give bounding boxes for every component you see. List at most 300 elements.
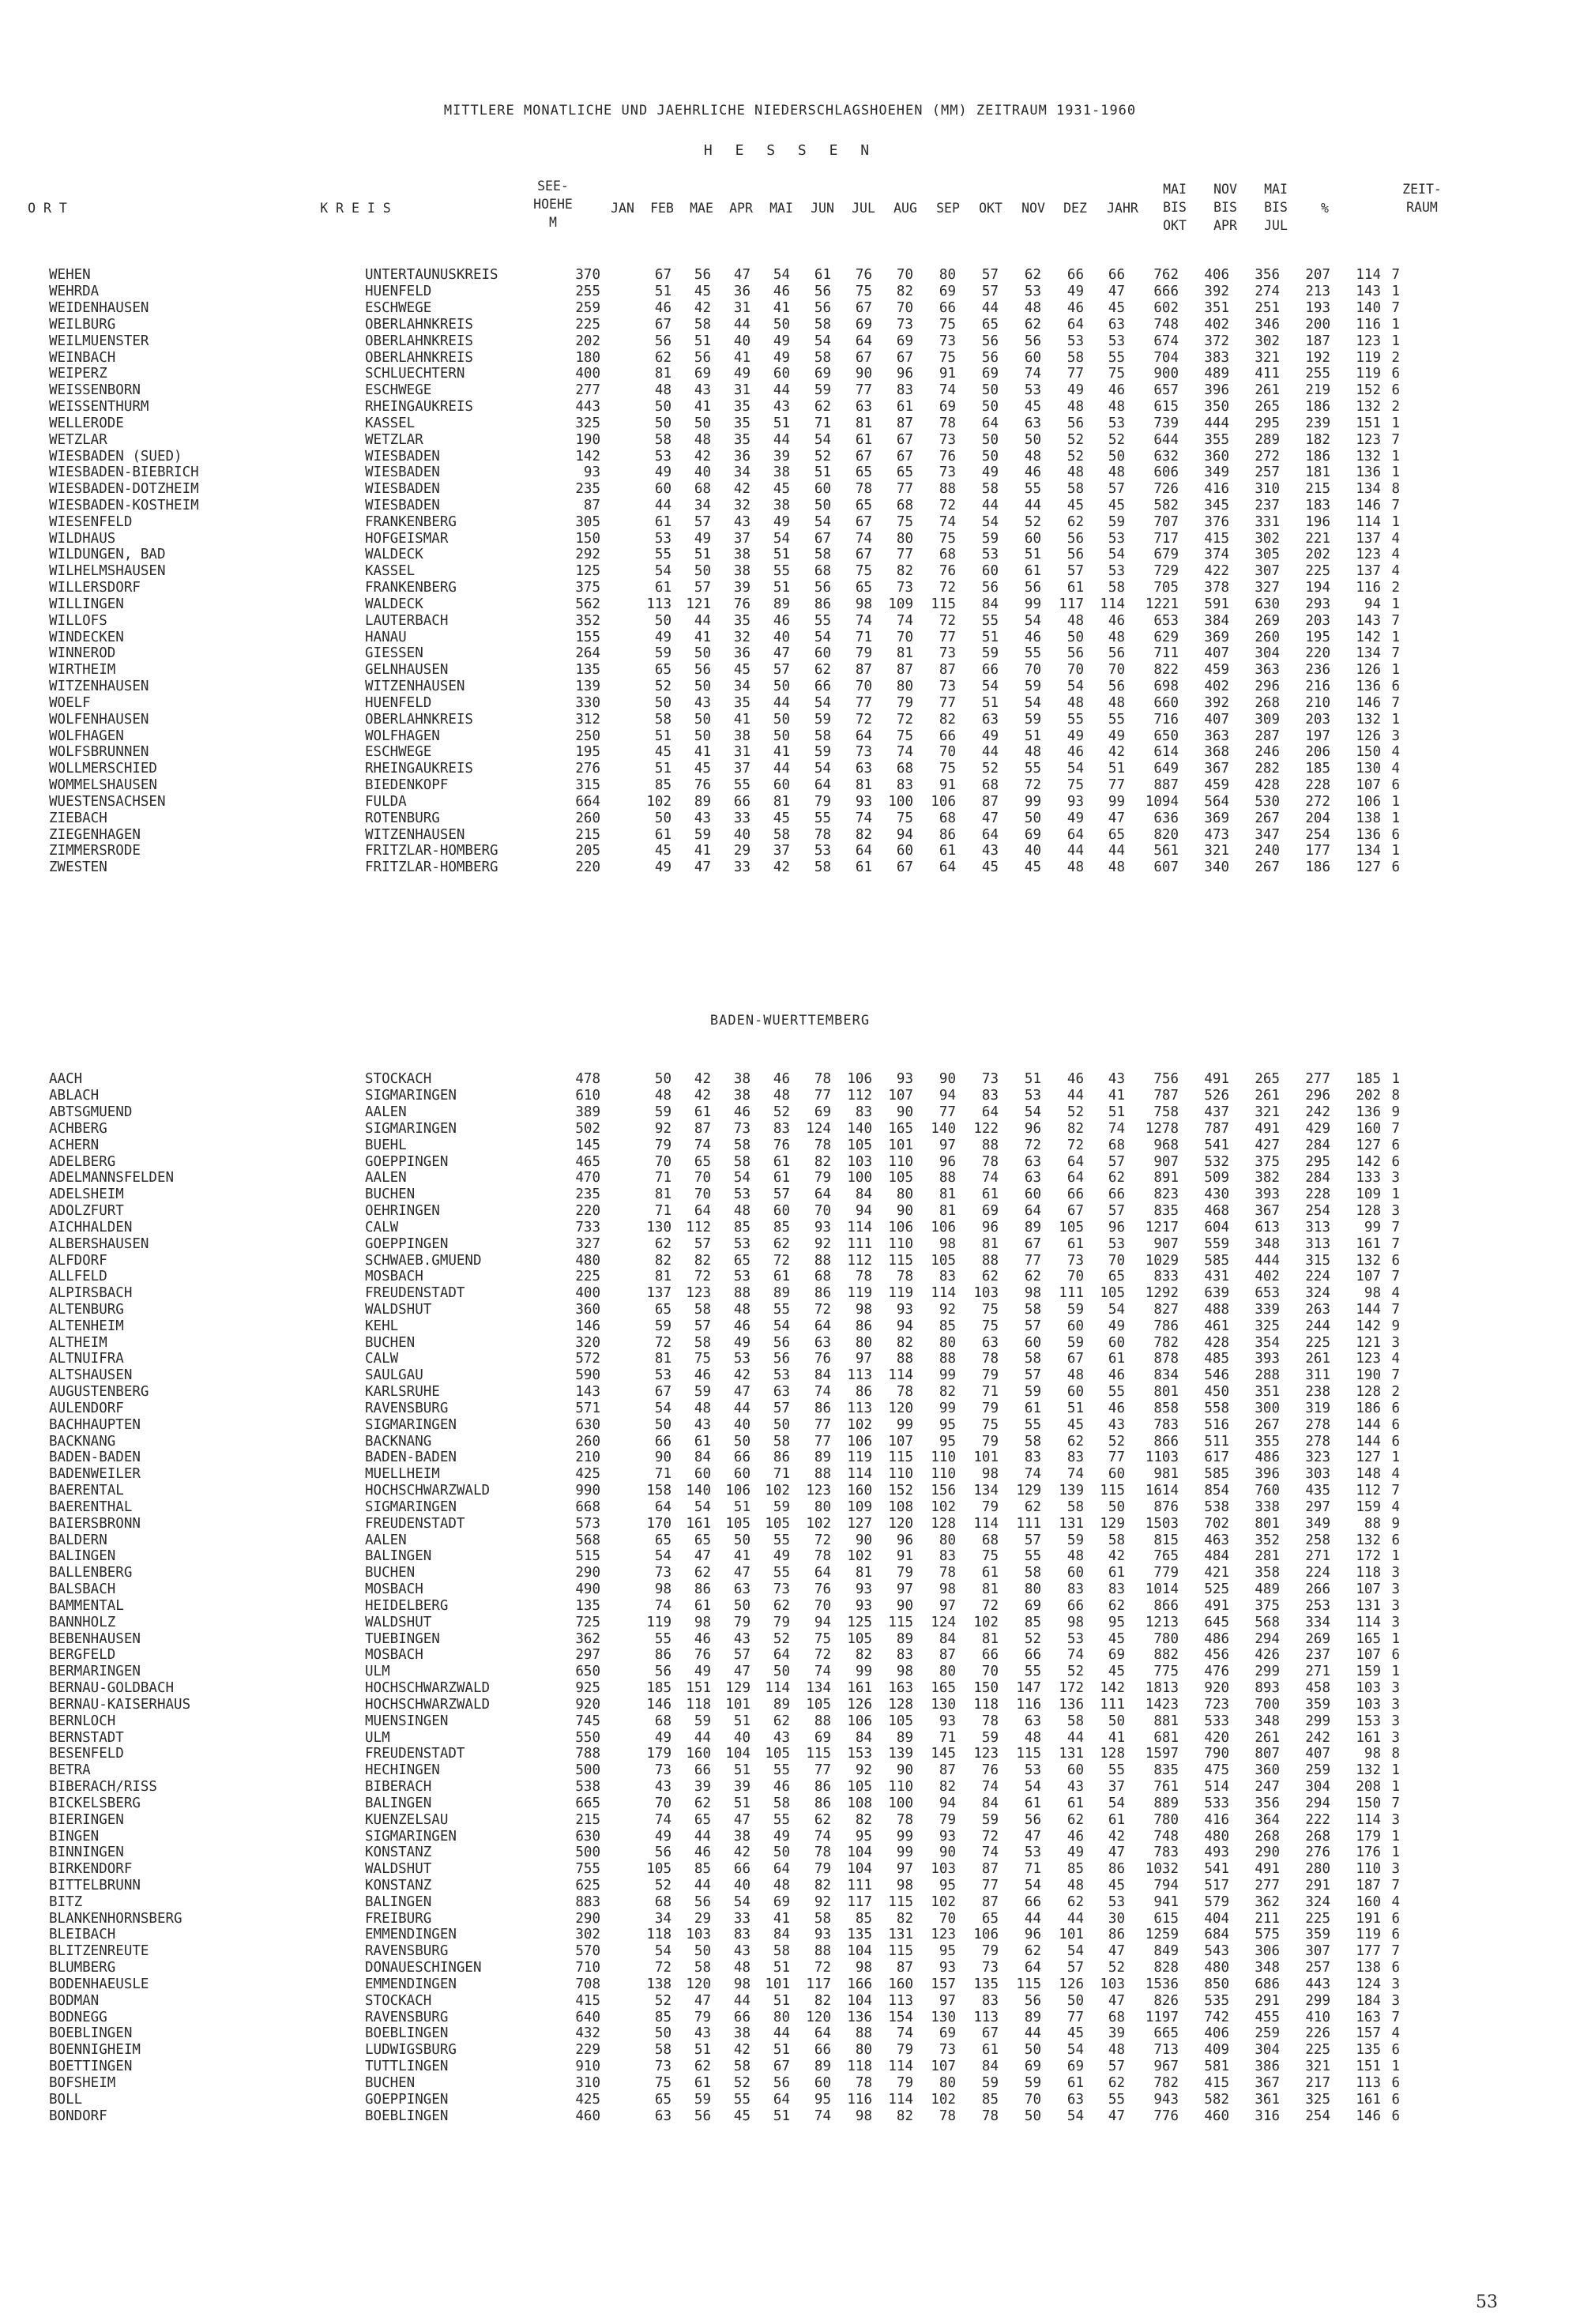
cell-nov: 48 xyxy=(1066,612,1084,629)
cell-zeitraum: 3 xyxy=(1391,1203,1400,1220)
cell-apr: 51 xyxy=(773,1960,790,1976)
cell-jan: 50 xyxy=(654,810,672,826)
cell-kreis: WIESBADEN xyxy=(365,448,440,464)
cell-dez: 43 xyxy=(1108,1416,1125,1433)
cell-kreis: LAUTERBACH xyxy=(365,612,449,629)
cell-mai: 55 xyxy=(814,612,831,629)
cell-sep: 50 xyxy=(981,382,999,399)
cell-sep: 98 xyxy=(981,1466,999,1483)
cell-nov: 105 xyxy=(1059,1219,1084,1235)
cell-mai-okt: 702 xyxy=(1204,1515,1229,1532)
cell-percent: 123 xyxy=(1356,1351,1381,1367)
cell-apr: 84 xyxy=(773,1927,790,1943)
cell-mai-okt: 407 xyxy=(1204,711,1229,728)
cell-jan: 56 xyxy=(654,333,672,349)
cell-mai-okt: 402 xyxy=(1204,679,1229,695)
cell-mae: 50 xyxy=(733,1532,750,1548)
cell-jun: 98 xyxy=(855,1960,872,1976)
cell-nov: 56 xyxy=(1066,415,1084,431)
cell-nov: 48 xyxy=(1066,1877,1084,1893)
cell-mai-jul: 217 xyxy=(1305,2074,1330,2091)
cell-nov: 83 xyxy=(1066,1450,1084,1466)
cell-jan: 49 xyxy=(654,1729,672,1746)
cell-jul: 163 xyxy=(888,1680,913,1697)
cell-mai-jul: 242 xyxy=(1305,1729,1330,1746)
cell-mae: 38 xyxy=(733,728,750,744)
cell-kreis: RAVENSBURG xyxy=(365,1400,449,1416)
cell-apr: 89 xyxy=(773,1285,790,1302)
cell-dez: 44 xyxy=(1108,843,1125,859)
cell-zeitraum: 1 xyxy=(1391,1664,1400,1680)
cell-sep: 51 xyxy=(981,629,999,645)
cell-mai: 88 xyxy=(814,1713,831,1729)
cell-percent: 131 xyxy=(1356,1597,1381,1614)
cell-nov: 61 xyxy=(1066,2074,1084,2091)
cell-nov-apr: 306 xyxy=(1255,1943,1280,1960)
cell-mai-jul: 291 xyxy=(1305,1877,1330,1893)
cell-sep: 65 xyxy=(981,316,999,333)
cell-zeitraum: 1 xyxy=(1391,1845,1400,1861)
cell-feb: 103 xyxy=(686,1927,711,1943)
cell-kreis: OBERLAHNKREIS xyxy=(365,333,473,349)
cell-feb: 47 xyxy=(694,859,711,876)
cell-ort: WILLERSDORF xyxy=(49,580,141,596)
cell-jun: 72 xyxy=(855,711,872,728)
cell-seehoehe: 225 xyxy=(575,1269,600,1285)
cell-dez: 61 xyxy=(1108,1351,1125,1367)
table-row xyxy=(0,300,1493,317)
cell-feb: 62 xyxy=(694,2059,711,2075)
cell-zeitraum: 1 xyxy=(1391,1548,1400,1565)
cell-mae: 53 xyxy=(733,1351,750,1367)
cell-feb: 58 xyxy=(694,316,711,333)
cell-feb: 58 xyxy=(694,1334,711,1351)
cell-sep: 134 xyxy=(973,1483,999,1499)
cell-mai-jul: 181 xyxy=(1305,464,1330,481)
cell-mai-okt: 450 xyxy=(1204,1384,1229,1401)
cell-mai-jul: 303 xyxy=(1305,1466,1330,1483)
cell-seehoehe: 389 xyxy=(575,1104,600,1121)
cell-jul: 99 xyxy=(896,1416,913,1433)
cell-kreis: EMMENDINGEN xyxy=(365,1927,457,1943)
cell-ort: ACHBERG xyxy=(49,1120,107,1137)
cell-jun: 81 xyxy=(855,415,872,431)
cell-dez: 55 xyxy=(1108,1384,1125,1401)
cell-dez: 55 xyxy=(1108,711,1125,728)
cell-ort: BERGFELD xyxy=(49,1647,116,1664)
table-row xyxy=(0,1795,1493,1811)
cell-seehoehe: 205 xyxy=(575,843,600,859)
cell-mai-okt: 723 xyxy=(1204,1696,1229,1713)
table-row xyxy=(0,1614,1493,1630)
cell-jahr: 1221 xyxy=(1145,596,1179,612)
cell-mae: 35 xyxy=(733,612,750,629)
cell-jan: 49 xyxy=(654,464,672,481)
cell-jan: 85 xyxy=(654,2009,672,2025)
cell-nov: 62 xyxy=(1066,1433,1084,1450)
cell-dez: 70 xyxy=(1108,662,1125,679)
cell-ort: BERNSTADT xyxy=(49,1729,124,1746)
cell-nov-apr: 261 xyxy=(1255,1088,1280,1104)
table-row xyxy=(0,1088,1493,1104)
cell-percent: 151 xyxy=(1356,2059,1381,2075)
cell-mai-okt: 639 xyxy=(1204,1285,1229,1302)
cell-jun: 104 xyxy=(847,1861,872,1878)
cell-aug: 106 xyxy=(931,793,956,810)
cell-zeitraum: 1 xyxy=(1391,316,1400,333)
cell-jun: 80 xyxy=(855,2042,872,2059)
cell-zeitraum: 3 xyxy=(1391,1811,1400,1828)
cell-okt: 54 xyxy=(1024,1779,1041,1796)
cell-aug: 97 xyxy=(939,1992,956,2009)
cell-percent: 150 xyxy=(1356,1795,1381,1811)
cell-ort: WILLINGEN xyxy=(49,596,124,612)
cell-aug: 87 xyxy=(939,1762,956,1779)
cell-jul: 165 xyxy=(888,1120,913,1137)
cell-mae: 29 xyxy=(733,843,750,859)
cell-kreis: FULDA xyxy=(365,793,407,810)
cell-nov: 61 xyxy=(1066,1795,1084,1811)
cell-mae: 44 xyxy=(733,1992,750,2009)
cell-okt: 60 xyxy=(1024,1186,1041,1203)
cell-feb: 61 xyxy=(694,1104,711,1121)
cell-mai: 74 xyxy=(814,1664,831,1680)
cell-kreis: UNTERTAUNUSKREIS xyxy=(365,267,498,284)
cell-ort: ALTENHEIM xyxy=(49,1318,124,1334)
cell-sep: 77 xyxy=(981,1877,999,1893)
cell-mai-jul: 313 xyxy=(1305,1235,1330,1252)
cell-mai-jul: 304 xyxy=(1305,1779,1330,1796)
cell-jul: 82 xyxy=(896,1910,913,1927)
column-gap xyxy=(600,1893,632,1910)
cell-mae: 54 xyxy=(733,1170,750,1186)
cell-mae: 39 xyxy=(733,580,750,596)
table-row xyxy=(0,2059,1493,2075)
header-jan: JAN xyxy=(611,201,634,216)
cell-jul: 68 xyxy=(896,761,913,777)
cell-nov-apr: 807 xyxy=(1255,1746,1280,1762)
cell-jan: 73 xyxy=(654,2059,672,2075)
cell-percent: 103 xyxy=(1356,1696,1381,1713)
cell-mai-okt: 533 xyxy=(1204,1795,1229,1811)
cell-zeitraum: 4 xyxy=(1391,2025,1400,2042)
cell-seehoehe: 277 xyxy=(575,382,600,399)
cell-jul: 160 xyxy=(888,1976,913,1992)
cell-apr: 89 xyxy=(773,1696,790,1713)
cell-percent: 161 xyxy=(1356,2091,1381,2108)
cell-mai-okt: 541 xyxy=(1204,1861,1229,1878)
cell-mae: 50 xyxy=(733,1597,750,1614)
cell-feb: 43 xyxy=(694,1416,711,1433)
cell-aug: 69 xyxy=(939,284,956,300)
cell-mai: 77 xyxy=(814,1433,831,1450)
cell-kreis: BOEBLINGEN xyxy=(365,2108,449,2124)
cell-kreis: OBERLAHNKREIS xyxy=(365,711,473,728)
cell-dez: 57 xyxy=(1108,2059,1125,2075)
cell-nov: 126 xyxy=(1059,1976,1084,1992)
cell-jan: 53 xyxy=(654,1367,672,1384)
cell-mai: 86 xyxy=(814,1285,831,1302)
cell-mai: 60 xyxy=(814,481,831,498)
cell-mae: 129 xyxy=(725,1680,750,1697)
table-row xyxy=(0,859,1493,876)
cell-seehoehe: 87 xyxy=(583,498,600,513)
cell-jul: 100 xyxy=(888,793,913,810)
cell-mai-jul: 196 xyxy=(1305,513,1330,530)
cell-zeitraum: 2 xyxy=(1391,580,1400,596)
cell-mae: 47 xyxy=(733,1811,750,1828)
cell-ort: WIESBADEN-BIEBRICH xyxy=(49,464,199,481)
cell-ort: BLUMBERG xyxy=(49,1960,116,1976)
cell-jahr: 786 xyxy=(1153,1318,1179,1334)
cell-percent: 98 xyxy=(1364,1285,1381,1302)
cell-nov: 98 xyxy=(1066,1614,1084,1630)
cell-ort: ACHERN xyxy=(49,1137,100,1153)
cell-mai-okt: 480 xyxy=(1204,1828,1229,1845)
cell-okt: 72 xyxy=(1024,777,1041,794)
cell-apr: 55 xyxy=(773,563,790,580)
cell-sep: 66 xyxy=(981,662,999,679)
cell-percent: 161 xyxy=(1356,1235,1381,1252)
cell-jun: 111 xyxy=(847,1235,872,1252)
cell-jul: 93 xyxy=(896,1302,913,1318)
cell-aug: 69 xyxy=(939,399,956,416)
cell-jul: 110 xyxy=(888,1466,913,1483)
cell-jul: 75 xyxy=(896,810,913,826)
cell-sep: 102 xyxy=(973,1614,999,1630)
cell-dez: 46 xyxy=(1108,382,1125,399)
cell-aug: 80 xyxy=(939,1334,956,1351)
cell-seehoehe: 490 xyxy=(575,1581,600,1598)
cell-jan: 62 xyxy=(654,349,672,366)
cell-dez: 53 xyxy=(1108,333,1125,349)
cell-zeitraum: 6 xyxy=(1391,777,1400,794)
cell-kreis: KONSTANZ xyxy=(365,1877,432,1893)
cell-okt: 45 xyxy=(1024,859,1041,876)
cell-sep: 60 xyxy=(981,563,999,580)
table-row xyxy=(0,1252,1493,1269)
cell-jun: 81 xyxy=(855,1565,872,1581)
cell-percent: 118 xyxy=(1356,1565,1381,1581)
cell-ort: BONDORF xyxy=(49,2108,107,2124)
cell-sep: 88 xyxy=(981,1137,999,1153)
cell-apr: 48 xyxy=(773,1877,790,1893)
cell-dez: 95 xyxy=(1108,1614,1125,1630)
cell-okt: 59 xyxy=(1024,1384,1041,1401)
cell-percent: 150 xyxy=(1356,744,1381,761)
cell-ort: WINDECKEN xyxy=(49,629,124,645)
cell-apr: 105 xyxy=(765,1515,790,1532)
cell-seehoehe: 572 xyxy=(575,1351,600,1367)
cell-jan: 81 xyxy=(654,1351,672,1367)
column-gap xyxy=(600,1696,632,1713)
cell-mai-okt: 484 xyxy=(1204,1548,1229,1565)
cell-nov: 117 xyxy=(1059,596,1084,612)
cell-aug: 96 xyxy=(939,1153,956,1170)
cell-seehoehe: 229 xyxy=(575,2042,600,2059)
cell-zeitraum: 6 xyxy=(1391,382,1400,399)
cell-ort: BETRA xyxy=(49,1762,91,1779)
cell-dez: 46 xyxy=(1108,1367,1125,1384)
cell-nov: 60 xyxy=(1066,1384,1084,1401)
cell-mai: 117 xyxy=(806,1976,831,1992)
cell-jahr: 1032 xyxy=(1145,1861,1179,1878)
cell-aug: 73 xyxy=(939,2042,956,2059)
cell-jahr: 679 xyxy=(1153,547,1179,563)
cell-okt: 60 xyxy=(1024,349,1041,366)
cell-feb: 49 xyxy=(694,530,711,547)
cell-nov-apr: 347 xyxy=(1255,826,1280,843)
cell-okt: 56 xyxy=(1024,333,1041,349)
cell-mae: 73 xyxy=(733,1120,750,1137)
cell-ort: ADELMANNSFELDEN xyxy=(49,1170,175,1186)
cell-aug: 157 xyxy=(931,1976,956,1992)
cell-jahr: 1213 xyxy=(1145,1614,1179,1630)
cell-zeitraum: 4 xyxy=(1391,761,1400,777)
table-row xyxy=(0,629,1493,645)
cell-apr: 50 xyxy=(773,1416,790,1433)
cell-jul: 131 xyxy=(888,1927,913,1943)
cell-sep: 79 xyxy=(981,1433,999,1450)
cell-mai-jul: 266 xyxy=(1305,1581,1330,1598)
cell-jahr: 822 xyxy=(1153,662,1179,679)
cell-mai-jul: 225 xyxy=(1305,563,1330,580)
cell-zeitraum: 3 xyxy=(1391,1334,1400,1351)
cell-ort: WEHRDA xyxy=(49,284,100,300)
cell-jahr: 833 xyxy=(1153,1269,1179,1285)
cell-mai-jul: 186 xyxy=(1305,859,1330,876)
cell-mai-jul: 410 xyxy=(1305,2009,1330,2025)
cell-mai-okt: 363 xyxy=(1204,728,1229,744)
cell-jan: 75 xyxy=(654,2074,672,2091)
cell-kreis: HEIDELBERG xyxy=(365,1597,449,1614)
cell-aug: 102 xyxy=(931,2091,956,2108)
cell-jun: 105 xyxy=(847,1630,872,1647)
cell-mai-jul: 255 xyxy=(1305,366,1330,382)
cell-nov: 53 xyxy=(1066,333,1084,349)
cell-sep: 63 xyxy=(981,1334,999,1351)
cell-seehoehe: 180 xyxy=(575,349,600,366)
cell-nov-apr: 272 xyxy=(1255,448,1280,464)
cell-mai-okt: 485 xyxy=(1204,1351,1229,1367)
cell-mai-okt: 546 xyxy=(1204,1367,1229,1384)
cell-dez: 45 xyxy=(1108,1664,1125,1680)
cell-nov-apr: 302 xyxy=(1255,530,1280,547)
cell-jun: 94 xyxy=(855,1203,872,1220)
cell-jan: 61 xyxy=(654,580,672,596)
cell-zeitraum: 7 xyxy=(1391,694,1400,711)
cell-mai-jul: 185 xyxy=(1305,761,1330,777)
cell-ort: BIBERACH/RISS xyxy=(49,1779,157,1796)
cell-dez: 74 xyxy=(1108,1120,1125,1137)
cell-nov: 54 xyxy=(1066,2108,1084,2124)
cell-feb: 45 xyxy=(694,761,711,777)
table-row xyxy=(0,1153,1493,1170)
cell-jun: 97 xyxy=(855,1351,872,1367)
cell-mai-jul: 207 xyxy=(1305,267,1330,284)
cell-jahr: 907 xyxy=(1153,1235,1179,1252)
cell-jun: 103 xyxy=(847,1153,872,1170)
cell-aug: 102 xyxy=(931,1893,956,1910)
cell-zeitraum: 1 xyxy=(1391,1630,1400,1647)
cell-jan: 71 xyxy=(654,1170,672,1186)
table-row xyxy=(0,826,1493,843)
cell-mai-jul: 334 xyxy=(1305,1614,1330,1630)
cell-jun: 67 xyxy=(855,513,872,530)
cell-nov-apr: 653 xyxy=(1255,1285,1280,1302)
cell-nov: 101 xyxy=(1059,1927,1084,1943)
column-gap xyxy=(600,399,632,416)
cell-mae: 53 xyxy=(733,1235,750,1252)
cell-nov: 60 xyxy=(1066,1565,1084,1581)
cell-mai-jul: 299 xyxy=(1305,1713,1330,1729)
cell-kreis: AALEN xyxy=(365,1104,407,1121)
cell-okt: 64 xyxy=(1024,1203,1041,1220)
cell-nov-apr: 356 xyxy=(1255,1795,1280,1811)
cell-mai-jul: 349 xyxy=(1305,1515,1330,1532)
header-feb: FEB xyxy=(650,201,674,216)
cell-feb: 161 xyxy=(686,1515,711,1532)
cell-sep: 79 xyxy=(981,1499,999,1515)
cell-zeitraum: 3 xyxy=(1391,1680,1400,1697)
cell-nov-apr: 295 xyxy=(1255,415,1280,431)
cell-jan: 60 xyxy=(654,481,672,498)
cell-dez: 48 xyxy=(1108,399,1125,416)
cell-kreis: TUEBINGEN xyxy=(365,1630,440,1647)
cell-ort: ALLFELD xyxy=(49,1269,107,1285)
cell-apr: 51 xyxy=(773,547,790,563)
cell-mai: 77 xyxy=(814,1762,831,1779)
cell-mai-jul: 215 xyxy=(1305,481,1330,498)
cell-dez: 68 xyxy=(1108,2009,1125,2025)
cell-percent: 107 xyxy=(1356,1581,1381,1598)
cell-mai-okt: 409 xyxy=(1204,2042,1229,2059)
cell-dez: 41 xyxy=(1108,1088,1125,1104)
cell-seehoehe: 443 xyxy=(575,399,600,416)
cell-jun: 78 xyxy=(855,481,872,498)
cell-mai-okt: 416 xyxy=(1204,1811,1229,1828)
cell-nov-apr: 289 xyxy=(1255,431,1280,448)
cell-sep: 74 xyxy=(981,1845,999,1861)
column-gap xyxy=(600,777,632,794)
cell-aug: 110 xyxy=(931,1466,956,1483)
cell-dez: 61 xyxy=(1108,1565,1125,1581)
cell-jahr: 602 xyxy=(1153,300,1179,317)
cell-nov: 58 xyxy=(1066,1713,1084,1729)
cell-zeitraum: 1 xyxy=(1391,711,1400,728)
cell-jan: 67 xyxy=(654,316,672,333)
cell-jun: 65 xyxy=(855,580,872,596)
cell-jun: 67 xyxy=(855,547,872,563)
cell-sep: 44 xyxy=(981,744,999,761)
cell-kreis: GOEPPINGEN xyxy=(365,1153,449,1170)
cell-sep: 69 xyxy=(981,1203,999,1220)
cell-zeitraum: 6 xyxy=(1391,1153,1400,1170)
cell-mae: 45 xyxy=(733,2108,750,2124)
cell-kreis: WALDECK xyxy=(365,547,423,563)
cell-sep: 75 xyxy=(981,1302,999,1318)
cell-mae: 41 xyxy=(733,711,750,728)
cell-nov: 64 xyxy=(1066,1170,1084,1186)
cell-mai: 79 xyxy=(814,793,831,810)
table-row xyxy=(0,794,1493,810)
cell-jan: 59 xyxy=(654,1104,672,1121)
cell-dez: 57 xyxy=(1108,481,1125,498)
cell-zeitraum: 6 xyxy=(1391,826,1400,843)
cell-apr: 89 xyxy=(773,596,790,612)
cell-seehoehe: 500 xyxy=(575,1762,600,1779)
cell-nov-apr: 348 xyxy=(1255,1960,1280,1976)
